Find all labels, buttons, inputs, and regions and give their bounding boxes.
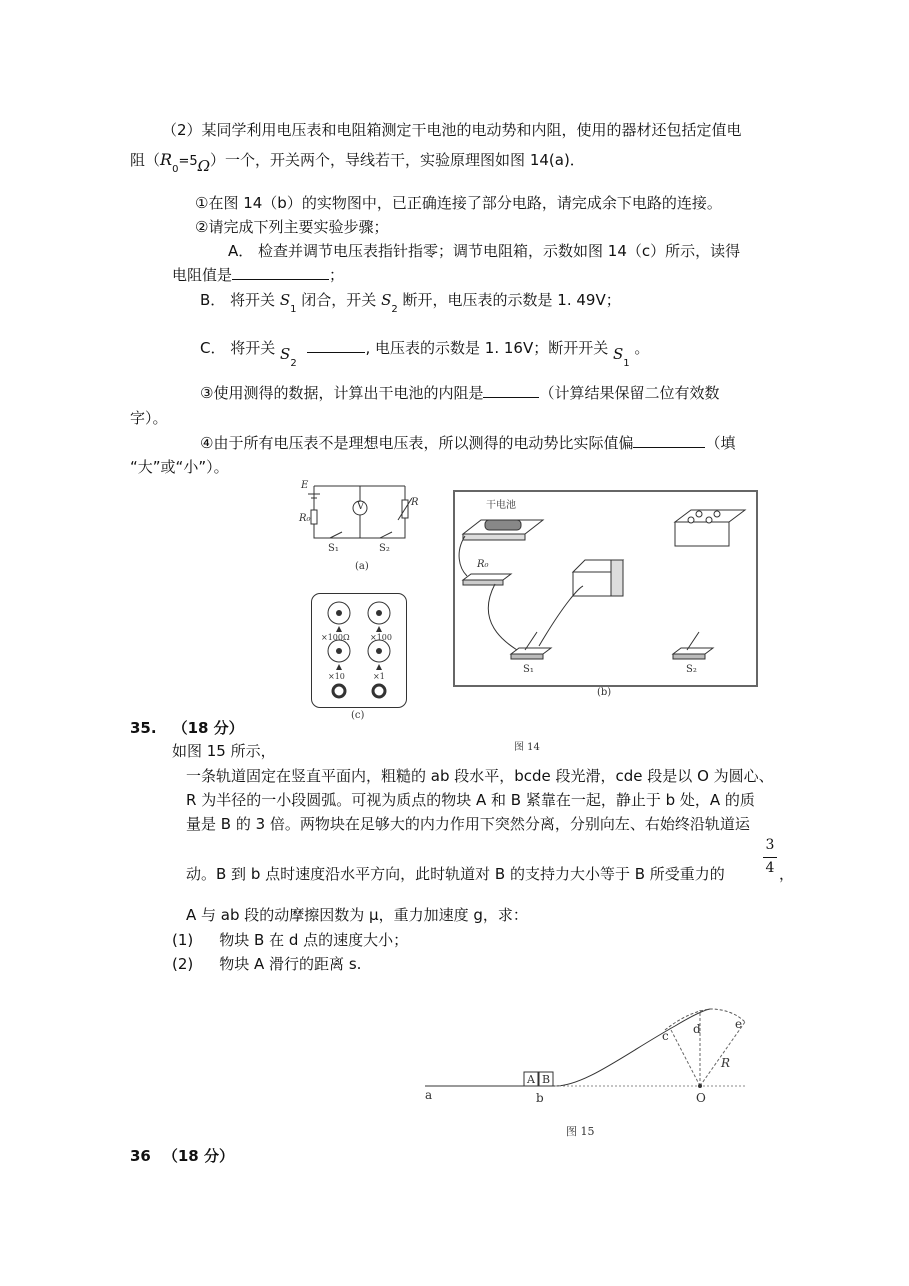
q36-number: 36 （18 分） bbox=[130, 1147, 234, 1165]
fig15-O-label: O bbox=[696, 1091, 706, 1105]
q35-line6: A 与 ab 段的动摩擦因数为 μ，重力加速度 g，求： bbox=[186, 906, 528, 924]
fig14c-x1-label: ×1 bbox=[373, 672, 385, 681]
q34-item4-line1: ④由于所有电压表不是理想电压表，所以测得的电动势比实际值偏 （填 bbox=[200, 434, 736, 452]
q35-sub2: (2) 物块 A 滑行的距离 s. bbox=[172, 955, 362, 973]
q35-line1: 如图 15 所示， bbox=[172, 742, 276, 760]
answer-blank-internal-resistance[interactable] bbox=[483, 383, 539, 398]
fig14b-S1-label: S₁ bbox=[523, 664, 534, 675]
figure14b-apparatus bbox=[455, 492, 756, 685]
q34-intro-line1: （2）某同学利用电压表和电阻箱测定干电池的电动势和内阻，使用的器材还包括定值电 bbox=[162, 121, 742, 139]
fig15-e-label: e bbox=[735, 1017, 743, 1031]
q34-item2: ②请完成下列主要实验步骤； bbox=[195, 218, 389, 236]
fig14c-x1000-label: ×100Ω bbox=[321, 633, 350, 642]
fig14b-battery-label: 干电池 bbox=[486, 500, 516, 511]
fig14c-x100-label: ×100 bbox=[370, 633, 392, 642]
fig14a-S1-label: S₁ bbox=[328, 543, 339, 554]
q35-line3: R 为半径的一小段圆弧。可视为质点的物块 A 和 B 紧靠在一起，静止于 b 处，A 的质 bbox=[186, 791, 755, 809]
answer-blank-emf-bias[interactable] bbox=[633, 433, 705, 448]
figure15-track bbox=[425, 1000, 765, 1110]
figure14-caption: 图 14 bbox=[514, 742, 540, 753]
q34-item1: ①在图 14（b）的实物图中，已正确连接了部分电路，请完成余下电路的连接。 bbox=[195, 194, 722, 212]
fig14a-R0-label: R₀ bbox=[299, 513, 311, 524]
q34-stepC: C． 将开关 $S_2$ , 电压表的示数是 1. 16V；断开开关 $S_1$ 。 bbox=[200, 339, 650, 369]
q34-item3-line2: 字）。 bbox=[130, 409, 168, 427]
fig15-c-label: c bbox=[662, 1029, 669, 1043]
q34-stepA-line1: A． 检查并调节电压表指针指零；调节电阻箱，示数如图 14（c）所示，读得 bbox=[228, 242, 741, 260]
q35-fraction-bar bbox=[763, 857, 777, 858]
fig14a-caption: (a) bbox=[355, 561, 369, 572]
q35-fraction-denominator: 4 bbox=[765, 860, 775, 876]
q35-number: 35. （18 分） bbox=[130, 719, 244, 737]
fig14b-S2-label: S₂ bbox=[686, 664, 697, 675]
fig15-R-label: R bbox=[721, 1056, 731, 1070]
q34-stepB: B． 将开关 $S_1$ 闭合，开关 $S_2$ 断开，电压表的示数是 1. 49V； bbox=[200, 291, 621, 315]
fig14a-R-label: R bbox=[411, 497, 419, 508]
fig14a-V-label: V bbox=[357, 501, 365, 512]
q35-sub1: (1) 物块 B 在 d 点的速度大小； bbox=[172, 931, 409, 949]
fig15-d-label: d bbox=[693, 1022, 701, 1036]
q34-stepA-line2: 电阻值是 ； bbox=[172, 266, 345, 284]
figure14a-circuit bbox=[300, 478, 430, 548]
answer-blank-resistance[interactable] bbox=[232, 265, 329, 280]
q34-item4-line2: “大”或“小”）。 bbox=[130, 458, 229, 476]
answer-blank-switch[interactable] bbox=[307, 338, 365, 353]
fig15-b-label: b bbox=[536, 1091, 544, 1105]
q35-fraction-numerator: 3 bbox=[765, 837, 775, 853]
fig14a-E-label: E bbox=[301, 480, 309, 491]
fig14b-R0-label: R₀ bbox=[477, 559, 489, 570]
fig15-a-label: a bbox=[425, 1088, 433, 1102]
q35-line2: 一条轨道固定在竖直平面内，粗糙的 ab 段水平，bcde 段光滑，cde 段是以 O 为圆心、 bbox=[186, 767, 774, 785]
q35-line5: 动。B 到 b 点时速度沿水平方向，此时轨道对 B 的支持力大小等于 B 所受重力的 bbox=[186, 865, 725, 883]
figure15-caption: 图 15 bbox=[566, 1125, 595, 1138]
fig14c-x10-label: ×10 bbox=[328, 672, 345, 681]
fig15-block-A: A bbox=[527, 1073, 535, 1086]
fig14c-caption: (c) bbox=[351, 710, 365, 721]
q34-intro-line2: 阻$(R_0=5\Omega)$一个，开关两个，导线若干，实验原理图如图 14(a)． bbox=[130, 150, 585, 175]
fig15-block-B: B bbox=[542, 1073, 551, 1086]
fig14a-S2-label: S₂ bbox=[379, 543, 390, 554]
q35-line5-end: ， bbox=[779, 865, 795, 883]
q34-item3-line1: ③使用测得的数据，计算出干电池的内阻是 （计算结果保留二位有效数 bbox=[200, 384, 720, 402]
figure14c-resistance-box bbox=[311, 593, 407, 708]
q35-line4: 量是 B 的 3 倍。两物块在足够大的内力作用下突然分离，分别向左、右始终沿轨道运 bbox=[186, 815, 750, 833]
fig14b-caption: (b) bbox=[597, 687, 612, 698]
